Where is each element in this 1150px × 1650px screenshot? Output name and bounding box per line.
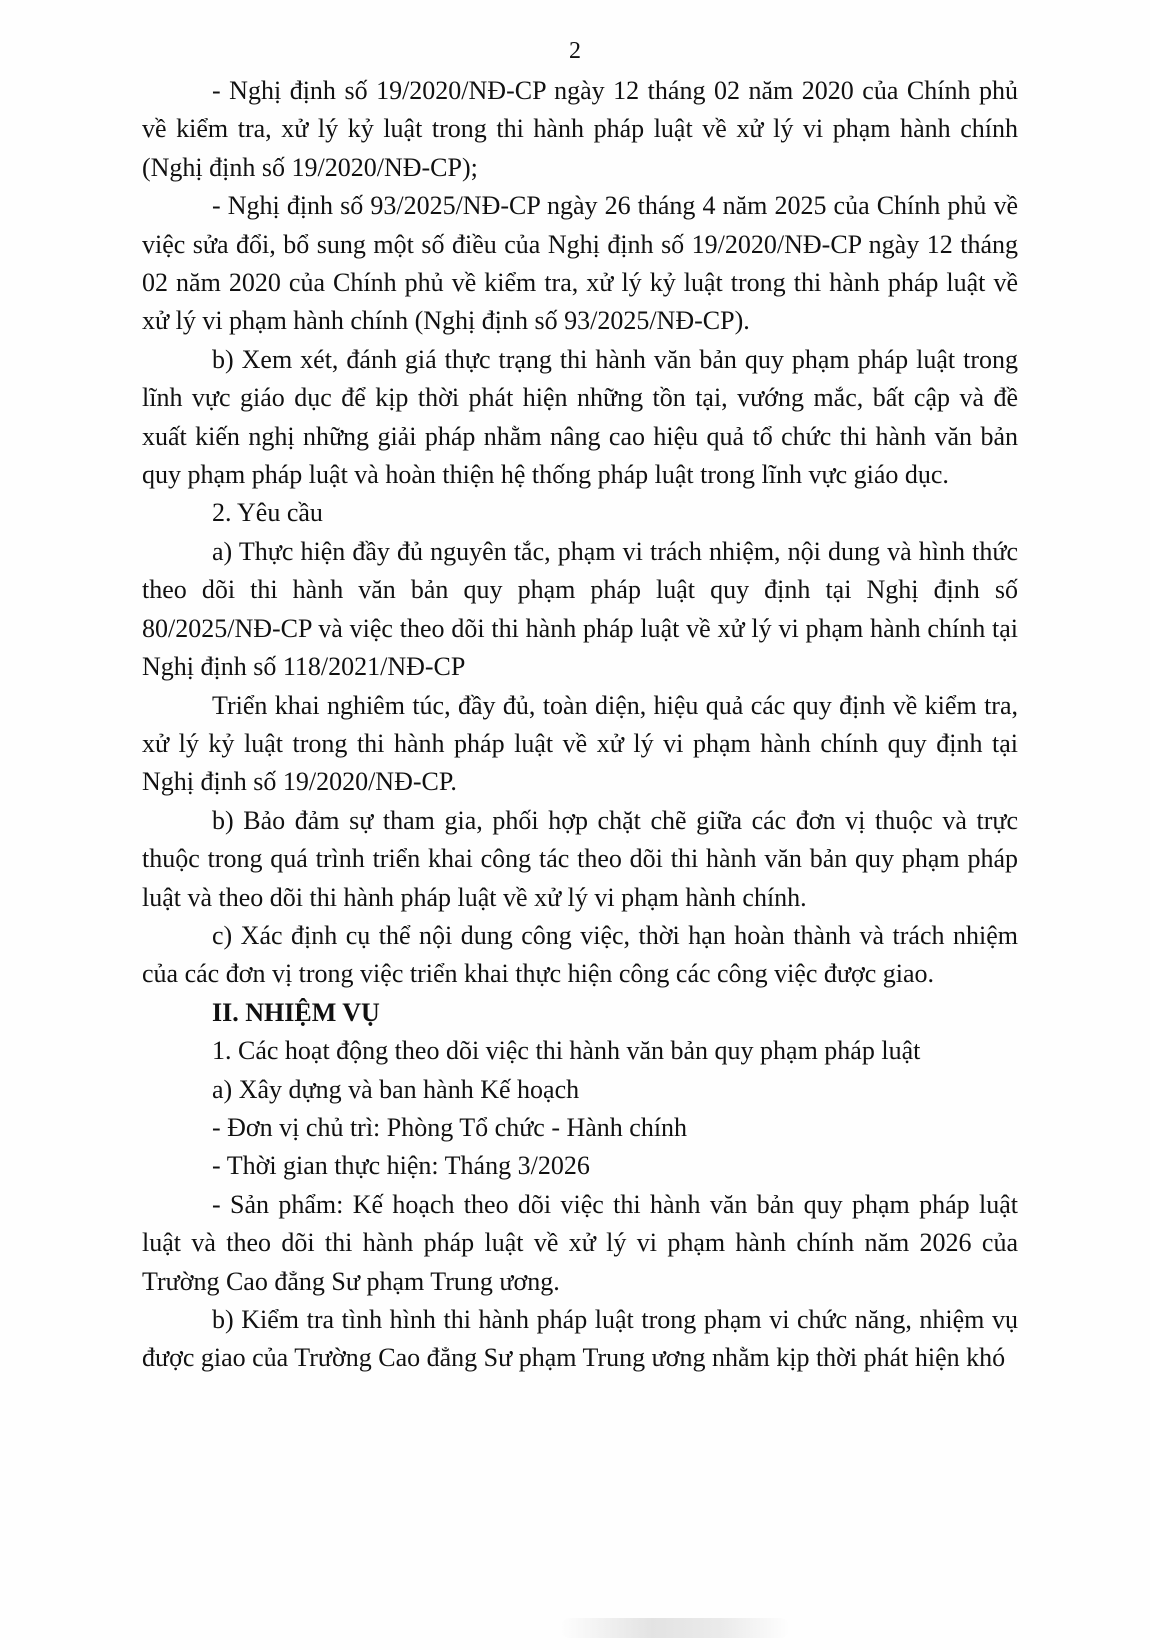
item-inspection: b) Kiểm tra tình hình thi hành pháp luật trong phạm vi chức năng, nhiệm vụ được giao của Trường Cao đẳng Sư phạm Trung ương nhằm kịp thời phát hiện khó [142, 1305, 1018, 1373]
subsection-monitoring-activities: 1. Các hoạt động theo dõi việc thi hành văn bản quy phạm pháp luật [212, 1036, 921, 1066]
item-time: - Thời gian thực hiện: Tháng 3/2026 [212, 1151, 590, 1181]
paragraph-objective-b: b) Xem xét, đánh giá thực trạng thi hành văn bản quy phạm pháp luật trong lĩnh vực giáo dục để kịp thời phát hiện những tồn tại, vướng mắc, bất cập và đề xuất kiến nghị những giải pháp nhằm nâng cao hiệu quả tổ chức thi hành văn bản quy phạm pháp luật và hoàn thiện hệ thống pháp luật trong lĩnh vực giáo dục. [142, 344, 1018, 490]
item-lead-unit: - Đơn vị chủ trì: Phòng Tổ chức - Hành chính [212, 1112, 688, 1142]
page-number: 2 [569, 38, 581, 64]
section-requirements-heading: 2. Yêu cầu [212, 498, 323, 528]
document-body [142, 72, 1018, 1378]
scan-artifact [560, 1618, 790, 1638]
item-product: - Sản phẩm: Kế hoạch theo dõi việc thi hành văn bản quy phạm pháp luật luật và theo dõi thi hành pháp luật về xử lý vi phạm hành chính năm 2026 của Trường Cao đẳng Sư phạm Trung ương. [142, 1189, 1018, 1296]
section-tasks-heading: II. NHIỆM VỤ [212, 997, 380, 1027]
paragraph-requirement-c: c) Xác định cụ thể nội dung công việc, thời hạn hoàn thành và trách nhiệm của các đơn vị trong việc triển khai thực hiện công các công việc được giao. [142, 920, 1018, 989]
paragraph-requirement-a-continued: Triển khai nghiêm túc, đầy đủ, toàn diện, hiệu quả các quy định về kiểm tra, xử lý kỷ luật trong thi hành pháp luật về xử lý vi phạm hành chính quy định tại Nghị định số 19/2020/NĐ-CP. [142, 690, 1018, 797]
item-build-plan: a) Xây dựng và ban hành Kế hoạch [212, 1074, 580, 1104]
paragraph-decree-19-2020: - Nghị định số 19/2020/NĐ-CP ngày 12 tháng 02 năm 2020 của Chính phủ về kiểm tra, xử lý kỷ luật trong thi hành pháp luật về xử lý vi phạm hành chính (Nghị định số 19/2020/NĐ-CP); [142, 76, 1018, 182]
paragraph-requirement-b: b) Bảo đảm sự tham gia, phối hợp chặt chẽ giữa các đơn vị thuộc và trực thuộc trong quá trình triển khai công tác theo dõi thi hành văn bản quy phạm pháp luật và theo dõi thi hành pháp luật về xử lý vi phạm hành chính. [142, 805, 1018, 912]
paragraph-requirement-a: a) Thực hiện đầy đủ nguyên tắc, phạm vi trách nhiệm, nội dung và hình thức theo dõi thi hành văn bản quy phạm pháp luật quy định tại Nghị định số 80/2025/NĐ-CP và việc theo dõi thi hành pháp luật về xử lý vi phạm hành chính tại Nghị định số 118/2021/NĐ-CP [142, 536, 1018, 682]
paragraph-decree-93-2025: - Nghị định số 93/2025/NĐ-CP ngày 26 tháng 4 năm 2025 của Chính phủ về việc sửa đổi, bổ sung một số điều của Nghị định số 19/2020/NĐ-CP ngày 12 tháng 02 năm 2020 của Chính phủ về kiểm tra, xử lý kỷ luật trong thi hành pháp luật về xử lý vi phạm hành chính (Nghị định số 93/2025/NĐ-CP). [142, 191, 1018, 336]
